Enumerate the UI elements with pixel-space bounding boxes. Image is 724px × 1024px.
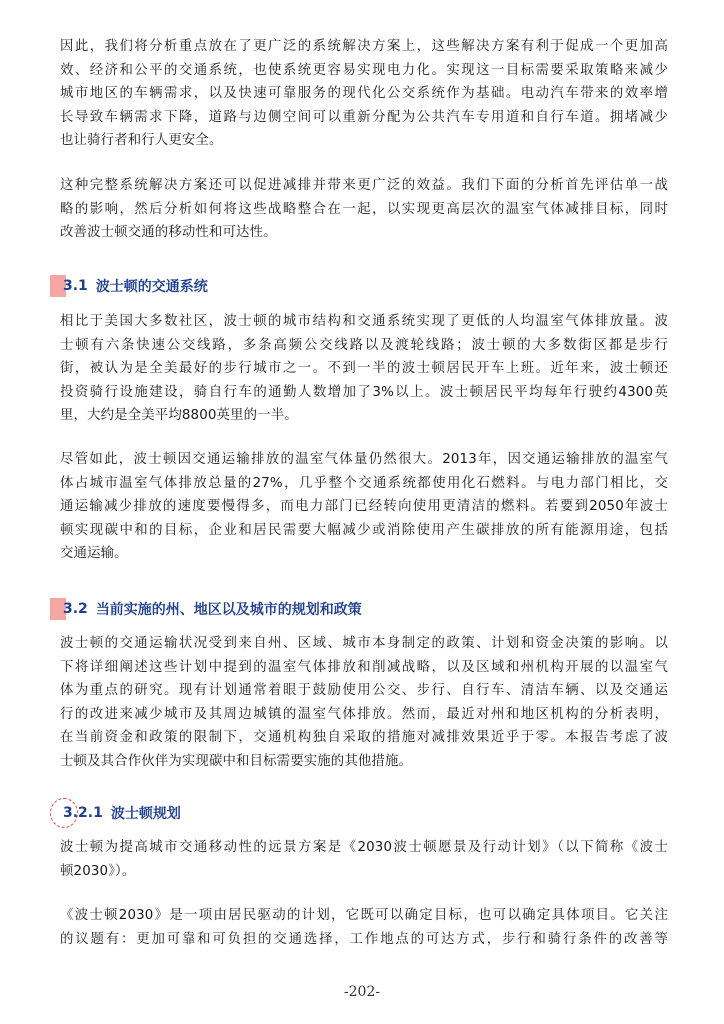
section-number: 3.2.1 xyxy=(63,805,103,821)
paragraph-system-solutions xyxy=(60,174,668,245)
text-line: 交通运输。 xyxy=(60,546,128,561)
paragraph-boston-2030 xyxy=(60,836,668,883)
text-line: 下将详细阐述这些计划中提到的温室气体排放和削减战略，以及区域和州机构开展的以温室气 xyxy=(60,659,668,675)
section-heading-3-2 xyxy=(50,596,362,622)
text-line: 波士顿为提高城市交通移动性的远景方案是《2030波士顿愿景及行动计划》（以下简称《波士 xyxy=(60,840,668,855)
text-line: 也让骑行者和行人更安全。 xyxy=(60,133,223,148)
text-line: 波士顿的交通运输状况受到来自州、区域、城市本身制定的政策、计划和资金决策的影响。以 xyxy=(60,636,668,651)
section-number: 3.2 xyxy=(63,601,88,617)
paragraph-plans-policies xyxy=(60,632,668,773)
text-line: 街，被认为是全美最好的步行城市之一。不到一半的波士顿居民开车上班。近年来，波士顿还 xyxy=(60,361,668,376)
text-line: 在当前资金和政策的限制下，交通机构独自采取的措施对减排效果近乎于零。本报告考虑了波 xyxy=(60,730,668,745)
text-line: 里，大约是全美平均8800英里的一半。 xyxy=(60,408,298,423)
text-line: 因此，我们将分析重点放在了更广泛的系统解决方案上，这些解决方案有利于促成一个更加高 xyxy=(60,39,668,54)
text-line: 士顿有六条快速公交线路，多条高频公交线路以及渡轮线路；波士顿的大多数街区都是步行 xyxy=(60,337,668,353)
section-title: 波士顿规划 xyxy=(110,806,181,822)
section-heading-3-2-1 xyxy=(50,798,181,828)
text-line: 改善波士顿交通的移动性和可达性。 xyxy=(60,225,277,240)
section-heading-3-1 xyxy=(50,273,208,299)
text-line: 这种完整系统解决方案还可以促进减排并带来更广泛的效益。我们下面的分析首先评估单一战 xyxy=(60,178,668,193)
text-line: 行的改进来减少城市及其周边城镇的温室气体排放。然而，最近对州和地区机构的分析表明， xyxy=(60,706,668,722)
text-line: 体占城市温室气体排放总量的27%，几乎整个交通系统都使用化石燃料。与电力部门相比，交 xyxy=(60,475,668,491)
paragraph-boston-transport xyxy=(60,310,668,428)
text-line: 体为重点的研究。现有计划通常着眼于鼓励使用公交、步行、自行车、清洁车辆、以及交通运 xyxy=(60,683,668,698)
text-line: 顿实现碳中和的目标，企业和居民需要大幅减少或消除使用产生碳排放的所有能源用途，包括 xyxy=(60,522,668,538)
text-line: 相比于美国大多数社区，波士顿的城市结构和交通系统实现了更低的人均温室气体排放量。波 xyxy=(60,314,668,329)
text-line: 城市地区的车辆需求，以及快速可靠服务的现代化公交系统作为基础。电动汽车带来的效率增 xyxy=(60,86,668,101)
paragraph-boston-2030-detail xyxy=(60,904,668,951)
text-line: 尽管如此，波士顿因交通运输排放的温室气体量仍然很大。2013年，因交通运输排放的温室气 xyxy=(60,452,668,467)
section-number: 3.1 xyxy=(63,278,88,294)
text-line: 略的影响，然后分析如何将这些战略整合在一起，以实现更高层次的温室气体减排目标，同时 xyxy=(60,201,668,217)
text-line: 顿2030》）。 xyxy=(60,863,136,879)
text-line: 士顿及其合作伙伴为实现碳中和目标需要实施的其他措施。 xyxy=(60,753,413,769)
text-line: 效、经济和公平的交通系统，也使系统更容易实现电力化。实现这一目标需要采取策略来减少 xyxy=(60,62,668,78)
text-line: 《波士顿2030》是一项由居民驱动的计划，它既可以确定目标，也可以确定具体项目。它关注 xyxy=(60,908,668,923)
text-line: 通运输减少排放的速度要慢得多，而电力部门已经转向使用更清洁的燃料。若要到2050年波士 xyxy=(60,499,668,514)
paragraph-emissions xyxy=(60,448,668,566)
page-number: -202- xyxy=(343,984,381,1000)
text-line: 的议题有：更加可靠和可负担的交通选择，工作地点的可达方式，步行和骑行条件的改善等 xyxy=(60,931,668,947)
section-title: 波士顿的交通系统 xyxy=(95,279,208,295)
text-line: 投资骑行设施建设，骑自行车的通勤人数增加了3%以上。波士顿居民平均每年行驶约4300英 xyxy=(60,384,668,400)
section-title: 当前实施的州、地区以及城市的规划和政策 xyxy=(95,602,362,618)
paragraph-intro xyxy=(60,35,668,153)
text-line: 长导致车辆需求下降，道路与边侧空间可以重新分配为公共汽车专用道和自行车道。拥堵减少 xyxy=(60,109,668,125)
